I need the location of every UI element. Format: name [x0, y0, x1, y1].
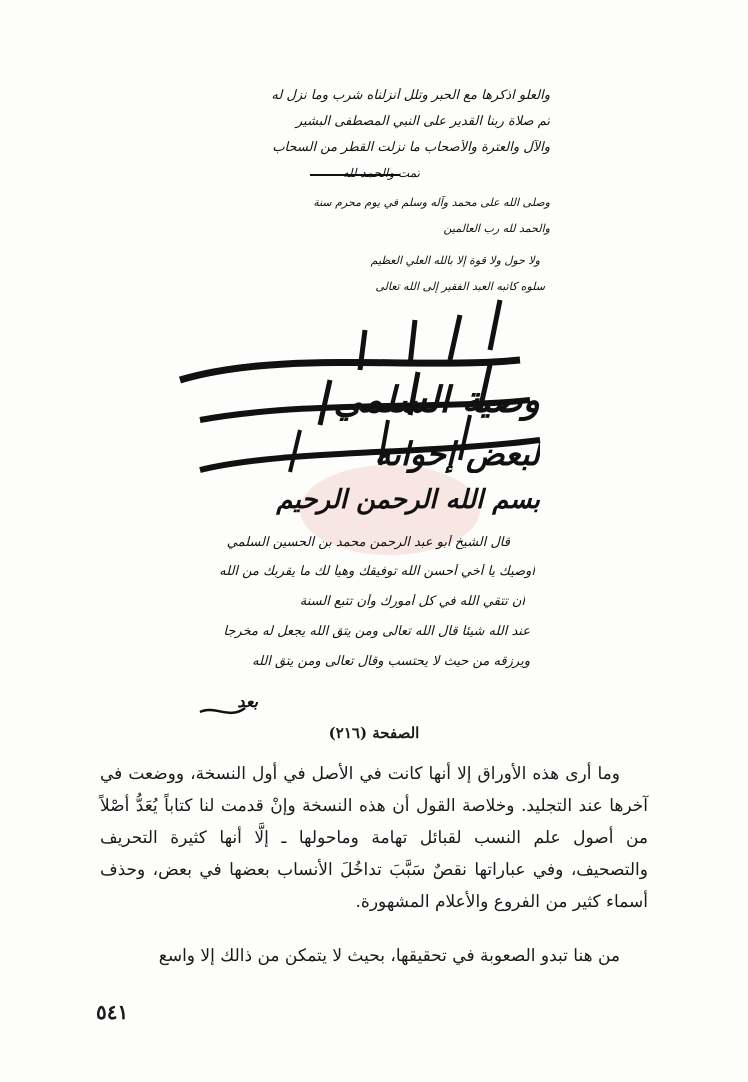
manuscript-line: أوصيك يا أخي أحسن الله توفيقك وهيأ لك ما يقربك من الله — [219, 564, 535, 579]
manuscript-line: ثم صلاة ربنا القدير على النبي المصطفى البشير — [295, 114, 550, 129]
manuscript-line: سلوه كاتبه العبد الفقير إلى الله تعالى — [375, 280, 545, 293]
manuscript-line: والحمد لله رب العالمين — [443, 222, 550, 235]
body-paragraph: وما أرى هذه الأوراق إلا أنها كانت في الأصل في أول النسخة، ووضعت في آخرها عند التجليد. وخلاصة القول أن هذه النسخة وإنْ قدمت لنا كتاباً يُعَدُّ أصْلاً من أصول علم النسب لقبائل تهامة وماحولها ـ إلَّا أنها كثيرة التحريف والتصحيف، وفي عباراتها نقصٌ سَبَّبَ تداخُلَ الأنساب بعضها في بعض، وحذف أسماء كثير من الفروع والأعلام المشهورة. — [100, 764, 648, 912]
manuscript-line: ولا حول ولا قوة إلا بالله العلي العظيم — [370, 254, 540, 267]
manuscript-line: أن تتقي الله في كل أمورك وأن تتبع السنة — [299, 594, 525, 609]
page-number: ٥٤١ — [96, 1000, 129, 1024]
manuscript-basmala: بسم الله الرحمن الرحيم — [276, 485, 540, 515]
body-paragraph: من هنا تبدو الصعوبة في تحقيقها، بحيث لا يتمكن من ذالك إلا واسع — [158, 946, 620, 966]
manuscript-catchword: بعد — [237, 692, 258, 711]
manuscript-image — [160, 80, 560, 730]
manuscript-title: وصية السلمي — [333, 380, 540, 421]
manuscript-line: قال الشيخ أبو عبد الرحمن محمد بن الحسين السلمي — [226, 535, 510, 550]
manuscript-line: عند الله شيئا قال الله تعالى ومن يتق الله يجعل له مخرجا — [223, 624, 530, 639]
manuscript-line: والعلو اذكرها مع الحبر وتلل أنزلناه شرب وما نزل له — [271, 88, 550, 103]
manuscript-line: تمت والحمد لله — [342, 166, 420, 180]
manuscript-subtitle: لبعض إخوانه — [374, 435, 540, 473]
figure-caption: الصفحة (٢١٦) — [328, 724, 420, 742]
title-stroke — [180, 360, 520, 380]
manuscript-line: ويرزقه من حيث لا يحتسب وقال تعالى ومن يتق الله — [252, 654, 530, 669]
manuscript-line: والآل والعترة والأصحاب ما نزلت القطر من السحاب — [272, 140, 550, 155]
manuscript-line: وصلى الله على محمد وآله وسلم في يوم محرم سنة — [313, 196, 550, 209]
